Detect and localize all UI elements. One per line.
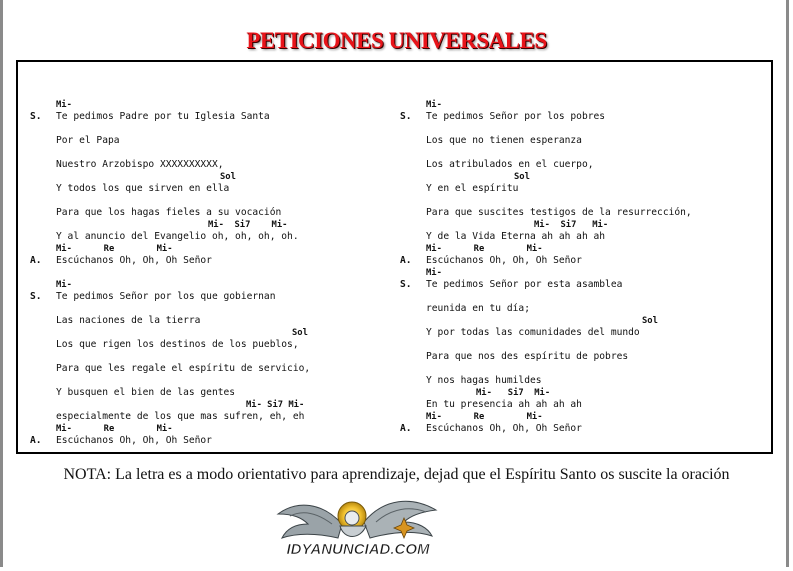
- soloist-label: S.: [30, 111, 42, 122]
- idyanunciad-logo: [272, 494, 444, 564]
- lyrics-sheet: Mi- S. Te pedimos Padre por tu Iglesia Santa Por el Papa Nuestro Arzobispo XXXXXXXXXX, Sol Y todos los que sirven en ella Para que los hagas fieles a su vocación Mi- Si7 Mi- Y al anuncio del Evangelio oh, oh, oh, oh. Mi- Re Mi- A. Escúchanos Oh, Oh, Oh Señor Mi- S. Te pedimos Señor por los que gobiernan Las naciones de la tierra Sol Los que rigen los destinos de los pueblos, Para que les regale el espíritu de servicio, Y busquen el bien de las gentes Mi- Si7 Mi- especialmente de los que mas sufren, eh, eh Mi- Re Mi- A. Escúchanos Oh, Oh, Oh Señor Mi- S. Te pedimos Señor por los pobres Los que no tienen esperanza Los atribulados en el cuerpo, Sol Y en el espíritu Para que suscites testigos de la resurrección, Mi- Si7 Mi- Y de la Vida Eterna ah ah ah ah Mi- Re Mi- A. Escúchanos Oh, Oh, Oh Señor Mi- S. Te pedimos Señor por esta asamblea reunida en tu día; Sol Y por todas las comunidades del mundo Para que nos des espíritu de pobres Y nos hagas humildes Mi- Si7 Mi- En tu presencia ah ah ah ah Mi- Re Mi- A. Escúchanos Oh, Oh, Oh Señor: [16, 60, 773, 454]
- assembly-label: A.: [400, 423, 412, 434]
- logo-text: IDYANUNCIAD.COM: [286, 541, 430, 558]
- assembly-label: A.: [30, 435, 42, 446]
- assembly-label: A.: [30, 255, 42, 266]
- assembly-label: A.: [400, 255, 412, 266]
- soloist-label: S.: [400, 111, 412, 122]
- soloist-label: S.: [30, 291, 42, 302]
- footer-note: NOTA: La letra es a modo orientativo para aprendizaje, dejad que el Espíritu Santo os suscite la oración: [63, 466, 730, 483]
- soloist-label: S.: [400, 279, 412, 290]
- page-title: PETICIONES UNIVERSALES: [246, 28, 547, 53]
